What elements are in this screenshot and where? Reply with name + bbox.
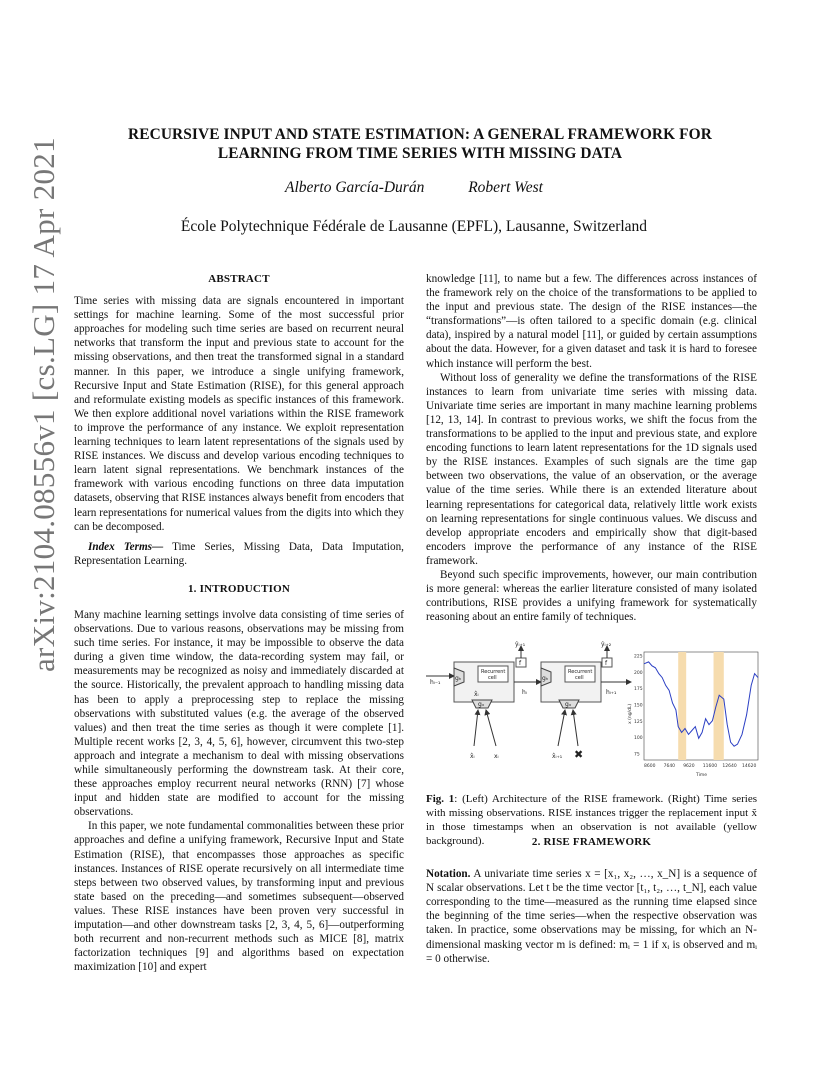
timeseries-plot <box>627 652 758 778</box>
gx-label-1: gₓ <box>478 701 485 708</box>
notation-paragraph <box>426 867 757 966</box>
index-terms-text: Time Series, Missing Data, Data Imputation, Representation Learning. <box>74 540 404 567</box>
f-label-2: f <box>605 660 608 667</box>
f-label-1: f <box>519 660 522 667</box>
x-tick-label: 8600 <box>644 764 656 769</box>
figure-1 <box>426 638 760 788</box>
xhat-label-1: x̂ᵢ <box>474 691 479 698</box>
index-terms-label: Index Terms— <box>88 540 164 553</box>
paper-title <box>70 125 770 163</box>
notation-label: Notation. <box>426 868 471 881</box>
x-bottom-1: xᵢ <box>494 753 499 760</box>
right-paragraph-3: Beyond such specific improvements, however, our main contribution is more general: whereas the earlier literature consisted of many isolated contributions, RISE provides a unifying framework for systematically reasoning about an entire family of techniques. <box>426 568 757 624</box>
x-axis-label: Time <box>696 773 708 778</box>
intro-heading: 1. INTRODUCTION <box>187 582 290 595</box>
gh-label-1: gₕ <box>455 675 462 682</box>
y-label-1: ŷᵢ₊₁ <box>515 641 526 648</box>
x-tick-label: 9620 <box>683 764 695 769</box>
xhat-bottom-1: x̂ᵢ <box>470 753 475 760</box>
cell-label-1a: Recurrent <box>481 669 506 675</box>
y-axis-label: x (ng/dL) <box>628 703 633 724</box>
author-2: Robert West <box>468 179 543 196</box>
label-h-prev: hᵢ₋₁ <box>430 679 441 686</box>
x-tick-label: 14620 <box>742 764 757 769</box>
index-terms <box>74 540 404 568</box>
y-tick-label: 100 <box>634 736 643 742</box>
architecture-diagram <box>426 641 631 761</box>
title-line-1: RECURSIVE INPUT AND STATE ESTIMATION: A GENERAL FRAMEWORK FOR <box>128 126 712 143</box>
gx-label-2: gₓ <box>565 701 572 708</box>
cell-label-2b: cell <box>575 675 584 681</box>
caption-label: Fig. 1 <box>426 793 455 805</box>
right-paragraph-1: knowledge [11], to name but a few. The differences across instances of the framework rely on the choice of the transformations to be applied to the input and previous state. The design of the RISE instances—the “transformations”—is often tailored to a specific domain (e.g. clinical data), inspired by a natural model [11], or guided by certain assumptions about the data. However, for a given dataset and task it is hard to foresee which instance will perform the best. <box>426 273 757 370</box>
authors <box>0 179 828 197</box>
cell-label-2a: Recurrent <box>568 669 593 675</box>
intro-paragraph-2: In this paper, we note fundamental commonalities between these prior approaches and define a unifying framework, Recursive Input and State Estimation (RISE), that encompasses those approaches as specific instances. Instances of RISE operate recursively on all intermediate time steps between two observed values, by transforming input and previous state based on the preceding—and sometimes subsequent—observed values. These RISE instances have been proven very successful in imputation—and other downstream tasks [2, 3, 4, 5, 6]—outperforming both recurrent and non-recurrent methods such as MICE [8], matrix factorization techniques [9] and algorithms based on expectation maximization [10] and expert <box>74 820 404 974</box>
section-2-heading: 2. RISE FRAMEWORK <box>531 836 652 848</box>
label-h-next: hᵢ₊₁ <box>606 689 617 696</box>
arxiv-stamp: arXiv:2104.08556v1 [cs.LG] 17 Apr 2021 <box>26 137 61 672</box>
xhat-bottom-2: x̂ᵢ₊₁ <box>552 753 563 760</box>
y-ticks <box>634 654 643 758</box>
x-tick-label: 12640 <box>722 764 737 769</box>
label-h-i: hᵢ <box>522 689 527 696</box>
y-tick-label: 150 <box>634 703 643 709</box>
right-column <box>426 272 757 624</box>
x-ticks <box>644 763 756 769</box>
missing-cross-icon: ✖ <box>574 748 584 761</box>
caption-text: : (Left) Architecture of the RISE framework. (Right) Time series with missing observations. RISE instances trigger the replacement input x̃ in those timestamps when an observation is not available (yellow background). <box>426 793 757 847</box>
title-line-2: LEARNING FROM TIME SERIES WITH MISSING DATA <box>217 145 623 162</box>
abstract-heading: ABSTRACT <box>208 273 270 285</box>
missing-band-1 <box>678 652 686 760</box>
cell-label-1b: cell <box>488 675 497 681</box>
plot-frame <box>644 652 758 760</box>
y-tick-label: 125 <box>634 719 643 725</box>
abstract-text: Time series with missing data are signals encountered in important settings for machine learning. Some of the most successful prior approaches for modeling such time series are based on recurrent neural networks that transform the input and previous state to account for the missing observations, and then treat the transformed signal in a standard manner. In this paper, we introduce a single unifying framework, Recursive Input and State Estimation (RISE), for this general approach and reformulate existing models as specific instances of this framework. We then explore additional novel variations within the RISE framework to improve the performance of any instance. We exploit representation learning techniques to learn latent representations of the signals used by RISE instances. We discuss and develop various encoding techniques to learn latent signal representations. We benchmark instances of the framework with various encoding functions on three data imputation datasets, observing that RISE instances always benefit from encoders that learn representations for numerical values from the digits into which they can be decomposed. <box>74 295 404 533</box>
x-tick-label: 7640 <box>663 764 676 769</box>
gh-label-2: gₕ <box>542 675 549 682</box>
intro-paragraph-1: Many machine learning settings involve data consisting of time series of observations. Due to various reasons, observations may be missing from such time series. For instance, it may be impossible to observe the data during a given time window, the data-recording system may fail, or measurements may be recognized as noisy and immediately discarded at the source. Historically, the prevalent approach to handling missing data has been to apply a preprocessing step to replace the missing observations with substituted values (e.g. the average of the observed values) and then treat the time series as though it were complete [1]. Multiple recent works [2, 3, 4, 5, 6], however, circumvent this two-step approach and integrate a mechanism to deal with missing observations while simultaneously performing the downstream task. At their core, these approaches employ recurrent neural networks (RNN) [7] whose input and hidden state are modified to account for the missing observations. <box>74 608 404 819</box>
y-tick-label: 200 <box>634 670 643 676</box>
missing-band-2 <box>714 652 724 760</box>
x-tick-label: 11600 <box>702 764 718 769</box>
y-tick-label: 75 <box>634 752 640 758</box>
y-tick-label: 225 <box>634 654 643 660</box>
right-paragraph-2: Without loss of generality we define the transformations of the RISE instances to learn from univariate time series with missing data. Univariate time series are important in many machine learning problems [12, 13, 14]. In contrast to previous works, we shift the focus from the transformations to be applied to the input and previous state, and explore encoding functions to learn latent representations for the 1D signals used by the RISE instances. Examples of such signals are the time gap between two observations, the value of an observation, or the average value of the time series. While there is an extended literature about learning representations for categorical data, relatively little work exists on learning representations for single continuous values. We discuss and develop appropriate encoders and empirically show that digit-based encoders improve the performance of any instance of the RISE framework. <box>426 371 757 567</box>
y-tick-label: 175 <box>634 687 643 693</box>
notation-text: A univariate time series x = [x₁, x₂, …, x_N] is a sequence of N scalar observations. Let t be the time vector [t₁, t₂, …, t_N], each value corresponding to the time—measured as the running time elapsed since the beginning of the time series—when the respective observation was taken. In practice, some observations may be missing, for which an N-dimensional masking vector m is defined: mᵢ = 1 if xᵢ is observed and mᵢ = 0 otherwise. <box>426 868 757 965</box>
figure-1-graphic <box>426 638 760 788</box>
section-2 <box>426 835 757 966</box>
author-1: Alberto García-Durán <box>285 179 425 196</box>
left-column <box>74 272 404 974</box>
y-label-2: ŷᵢ₊₂ <box>601 641 612 648</box>
affiliation: École Polytechnique Fédérale de Lausanne (EPFL), Lausanne, Switzerland <box>180 218 648 235</box>
